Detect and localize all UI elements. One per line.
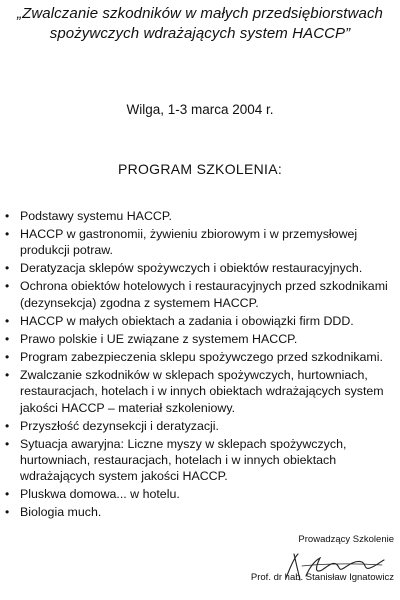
program-item-text: Ochrona obiektów hotelowych i restauracyjnych przed szkodnikami xyxy=(20,279,388,294)
bullet-icon: • xyxy=(5,279,10,294)
place-and-date: Wilga, 1-3 marca 2004 r. xyxy=(126,102,274,117)
bullet-icon: • xyxy=(5,227,10,241)
program-item xyxy=(0,313,400,329)
program-item-text: Zwalczanie szkodników w sklepach spożywczych, hurtowniach, xyxy=(20,367,368,382)
program-item-text: HACCP w gastronomii, żywieniu zbiorowym i w przemysłowej xyxy=(20,227,358,241)
program-item-text: wdrażających system jakości HACCP. xyxy=(20,469,228,484)
program-item-text: Biologia much. xyxy=(20,505,102,520)
program-item xyxy=(0,418,400,434)
program-item-text: HACCP w małych obiektach a zadania i obowiązki firm DDD. xyxy=(20,313,354,328)
bullet-icon: • xyxy=(5,436,10,451)
program-items-list xyxy=(0,208,400,522)
bullet-icon: • xyxy=(5,367,10,382)
program-item-text: Pluskwa domowa... w hotelu. xyxy=(20,487,180,502)
bullet-icon: • xyxy=(5,418,10,433)
program-item-text: restauracjach, hotelach i w innych obiektach wdrażających system xyxy=(20,384,384,399)
program-item xyxy=(0,436,400,485)
bullet-icon: • xyxy=(5,261,10,276)
program-item-text: Przyszłość dezynsekcji i deratyzacji. xyxy=(20,418,220,433)
signature-role: Prowadzący Szkolenie xyxy=(298,534,394,545)
program-item-text: Program zabezpieczenia sklepu spożywczego przed szkodnikami. xyxy=(20,349,383,364)
program-item xyxy=(0,278,400,311)
program-item xyxy=(0,349,400,365)
bullet-icon: • xyxy=(5,209,10,223)
program-item-text: (dezynsekcja) zgodna z systemem HACCP. xyxy=(20,295,259,310)
program-heading: PROGRAM SZKOLENIA: xyxy=(117,161,283,177)
bullet-icon: • xyxy=(5,349,10,364)
program-item xyxy=(0,208,400,224)
program-item xyxy=(0,226,400,259)
program-item-text: Sytuacja awaryjna: Liczne myszy w sklepach spożywczych, xyxy=(20,436,347,451)
signer-name: Prof. dr hab. Stanisław Ignatowicz xyxy=(250,572,394,583)
program-item-text: jakości HACCP – materiał szkoleniowy. xyxy=(20,400,236,415)
bullet-icon: • xyxy=(5,505,10,520)
document-title-line: „Zwalczanie szkodników w małych przedsiębiorstwach xyxy=(17,5,383,22)
program-item xyxy=(0,486,400,502)
program-item xyxy=(0,367,400,416)
program-item xyxy=(0,260,400,276)
program-item-text: Deratyzacja sklepów spożywczych i obiektów restauracyjnych. xyxy=(20,261,363,276)
program-item-text: Podstawy systemu HACCP. xyxy=(20,209,172,223)
bullet-icon: • xyxy=(5,313,10,328)
program-item-text: produkcji potraw. xyxy=(20,243,113,258)
program-item-text: Prawo polskie i UE związane z systemem HACCP. xyxy=(20,331,298,346)
signature-block xyxy=(194,534,394,596)
document-title-line: spożywczych wdrażających system HACCP” xyxy=(49,25,351,42)
program-item xyxy=(0,331,400,347)
bullet-icon: • xyxy=(5,487,10,502)
program-item xyxy=(0,504,400,520)
program-item-text: hurtowniach, restauracjach, hotelach i w innych obiektach xyxy=(20,453,337,468)
document-title xyxy=(0,4,400,44)
bullet-icon: • xyxy=(5,331,10,346)
